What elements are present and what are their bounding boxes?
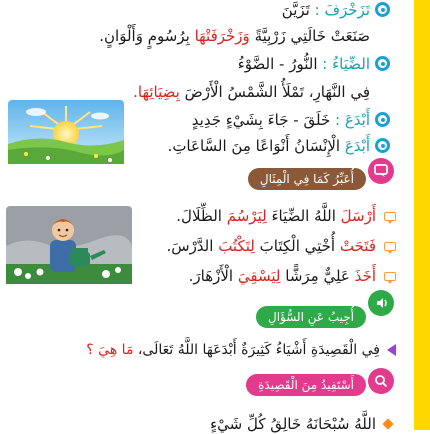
sentence-purpose: لِيَسْقِيَ xyxy=(237,267,281,285)
boy-watering-image xyxy=(6,206,132,284)
sentence-verb: أَرْسَلَ xyxy=(340,207,376,225)
sentence-text: اللَّهُ الضِّيَاءَ xyxy=(271,207,336,225)
example-highlight: بِضِيَائِهَا. xyxy=(133,83,180,101)
yellow-side-bar xyxy=(414,0,430,430)
example-highlight: وَزَخْرَفَتْهَا xyxy=(194,27,250,45)
bullet-icon xyxy=(375,138,390,153)
section-answer-label: أُجِيبُ عَنِ السُّؤَالِ xyxy=(256,306,366,328)
sentence-purpose: لِيَرْسُمَ xyxy=(226,207,267,225)
sentence-verb: أَخَذَ xyxy=(354,267,376,285)
section-benefit-label: أَسْتَفِيدُ مِنَ الْقَصِيدَةِ xyxy=(246,374,366,396)
sound-icon xyxy=(368,290,394,316)
example-text: صَنَعَتْ خَالَتِي زَرْبِيَّةً xyxy=(254,27,370,45)
sentence-text: أُخْتِي الْكِتَابَ xyxy=(259,237,336,255)
question-text: فِي الْقَصِيدَةِ أَشْيَاءُ كَثِيرَةٌ أَبْدَعَهَا اللَّهُ تَعَالَى، xyxy=(137,342,380,358)
vocab-word: تَزَخْرَفَ : xyxy=(314,1,370,19)
bullet-icon xyxy=(375,2,390,17)
bullet-icon xyxy=(375,112,390,127)
bullet-icon xyxy=(375,56,390,71)
speech-bubble-icon xyxy=(384,212,396,221)
speech-bubble-icon xyxy=(368,158,394,184)
example-text: بِرُسُومٍ وَأَلْوَانٍ. xyxy=(99,27,190,45)
sunrise-landscape-image xyxy=(8,100,124,164)
vocab-row-3 xyxy=(192,110,370,130)
question-highlight: مَا هِيَ ؟ xyxy=(86,342,134,358)
vocab-word: أَبْدَعَ : xyxy=(335,111,370,129)
sentence-verb: فَتَحَتْ xyxy=(339,237,376,255)
example-row-1 xyxy=(99,26,370,46)
sentence-text: عَلِيٌّ مِرَشًّا xyxy=(285,267,350,285)
sentence-text: الدَّرْسَ. xyxy=(166,237,214,255)
express-sentence-3 xyxy=(189,266,376,286)
vocab-meaning: تَزَيَّنَ xyxy=(281,1,310,19)
diamond-bullet-icon xyxy=(382,418,393,429)
vocab-row-2 xyxy=(238,54,370,74)
section-express-label: أُعَبِّرُ كَمَا فِي الْمِثَالِ xyxy=(248,168,366,190)
example-text: فِي النَّهَارِ، تَمْلَأُ الشَّمْسُ الْأَرْضَ xyxy=(184,83,370,101)
vocab-row-1 xyxy=(282,0,370,20)
benefit-line: اللَّهُ سُبْحَانَهُ خَالِقُ كُلِّ شَيْءٍ xyxy=(210,415,376,433)
chevron-icon xyxy=(387,344,396,356)
sentence-text: الْأَزْهَارَ. xyxy=(188,267,234,285)
sentence-purpose: لِتَكْتُبَ xyxy=(218,237,255,255)
vocab-meaning: خَلَقَ - جَاءَ بِشَيْءٍ جَدِيدٍ xyxy=(191,111,331,129)
vocab-word: الضِّيَاءُ : xyxy=(322,55,370,73)
example-text: الْإِنْسَانُ أَنْوَاعًا مِنَ السَّاعَاتِ. xyxy=(167,137,341,155)
express-sentence-1 xyxy=(176,206,376,226)
speech-bubble-icon xyxy=(384,242,396,251)
vocab-meaning: النُّورُ - الضَّوْءُ xyxy=(237,55,318,73)
express-sentence-2 xyxy=(166,236,376,256)
answer-question xyxy=(86,340,380,360)
sentence-text: الظِّلَالَ. xyxy=(176,207,222,225)
example-highlight: أَبْدَعَ xyxy=(344,137,370,155)
example-row-2 xyxy=(133,82,370,102)
example-row-3 xyxy=(168,136,370,156)
speech-bubble-icon xyxy=(384,272,396,281)
search-icon xyxy=(368,368,394,394)
